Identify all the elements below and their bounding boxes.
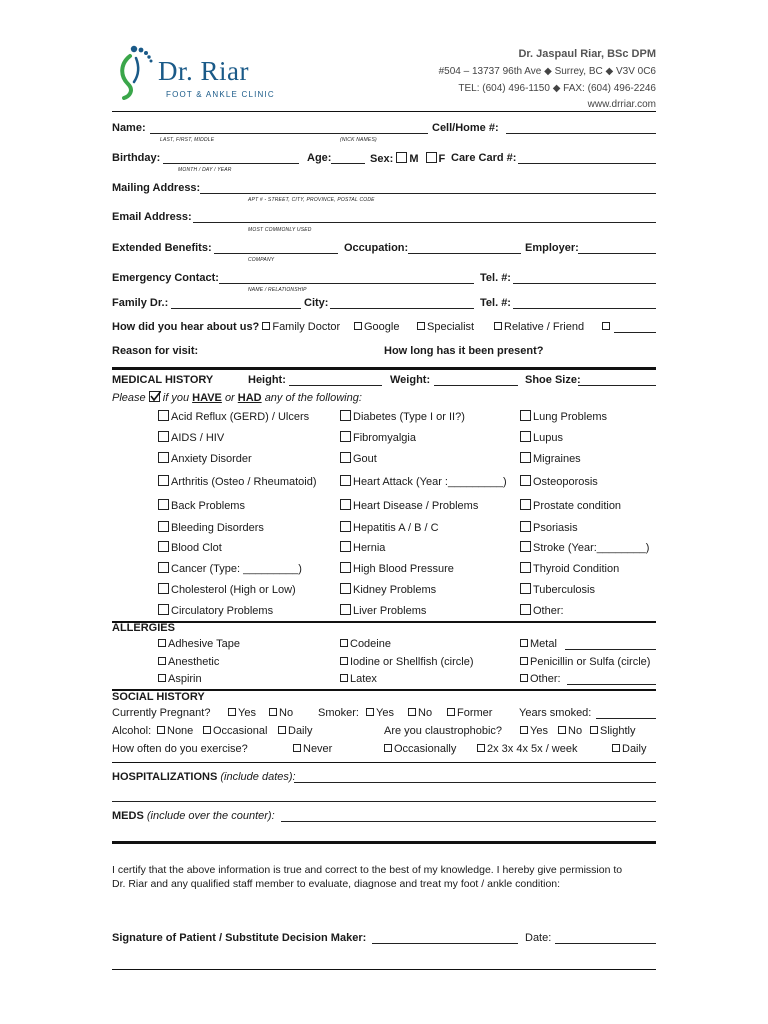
hear-label: How did you hear about us? <box>112 321 260 333</box>
social-history-title: SOCIAL HISTORY <box>112 691 205 703</box>
condition-checkbox[interactable] <box>340 604 351 615</box>
pregnant-yes-checkbox[interactable] <box>228 708 236 716</box>
condition-label: Gout <box>353 453 377 465</box>
allergy-label: Metal <box>530 638 557 650</box>
condition-checkbox[interactable] <box>158 452 169 463</box>
condition-label: Liver Problems <box>353 605 427 617</box>
allergy-label: Other: <box>530 673 561 685</box>
logo-wordmark: Dr. Riar <box>158 56 249 86</box>
condition-label: Bleeding Disorders <box>171 522 264 534</box>
condition-checkbox[interactable] <box>520 583 531 594</box>
condition-item <box>340 475 507 489</box>
hear-relative-label: Relative / Friend <box>504 321 585 333</box>
condition-checkbox[interactable] <box>340 521 351 532</box>
pregnant-yes: Yes <box>228 707 256 720</box>
condition-checkbox[interactable] <box>520 562 531 573</box>
condition-checkbox[interactable] <box>340 410 351 421</box>
hospitalizations-label-row <box>112 771 296 784</box>
condition-label: Other: <box>533 605 564 617</box>
condition-label: Osteoporosis <box>533 476 598 488</box>
condition-item <box>520 521 578 535</box>
exercise-occasionally-checkbox[interactable] <box>384 744 392 752</box>
cell-field[interactable] <box>506 133 656 134</box>
condition-item <box>520 410 607 424</box>
condition-label: Lung Problems <box>533 411 607 423</box>
condition-item <box>520 562 619 576</box>
claustro-yes: Yes <box>520 725 548 738</box>
email-hint: MOST COMMONLY USED <box>248 227 312 233</box>
hospitalizations-divider <box>112 762 656 763</box>
condition-item <box>340 521 439 535</box>
height-label: Height: <box>248 374 286 386</box>
claustro-label: Are you claustrophobic? <box>384 725 503 737</box>
city-label: City: <box>304 297 329 309</box>
hear-other <box>602 321 612 334</box>
sex-m-checkbox[interactable] <box>396 152 407 163</box>
alcohol-none: None <box>157 725 193 738</box>
exercise-never-checkbox[interactable] <box>293 744 301 752</box>
section-divider <box>112 367 656 370</box>
emergency-label: Emergency Contact: <box>112 272 219 284</box>
name-hint: LAST, FIRST, MIDDLE <box>160 137 215 143</box>
alcohol-daily: Daily <box>278 725 312 738</box>
allergy-checkbox[interactable] <box>520 657 528 665</box>
condition-item <box>520 583 595 597</box>
years-smoked-field[interactable] <box>596 718 656 719</box>
nickname-hint: (NICK NAMES) <box>340 137 377 143</box>
condition-label: Fibromyalgia <box>353 432 416 444</box>
condition-checkbox[interactable] <box>340 431 351 442</box>
condition-checkbox[interactable] <box>158 475 169 486</box>
condition-checkbox[interactable] <box>158 562 169 573</box>
exercise-never: Never <box>293 743 332 756</box>
hear-family-doctor-label: Family Doctor <box>272 321 341 333</box>
condition-item <box>520 475 598 489</box>
condition-checkbox[interactable] <box>520 410 531 421</box>
exercise-frequency-checkbox[interactable] <box>477 744 485 752</box>
allergy-checkbox[interactable] <box>340 639 348 647</box>
family-dr-label: Family Dr.: <box>112 297 169 309</box>
condition-label: Anxiety Disorder <box>171 453 252 465</box>
hear-specialist <box>417 321 474 334</box>
allergy-item <box>158 655 219 669</box>
condition-item <box>158 541 222 555</box>
condition-label: Prostate condition <box>533 500 622 512</box>
condition-checkbox[interactable] <box>158 410 169 421</box>
exercise-occasionally: Occasionally <box>384 743 456 756</box>
hear-family-doctor-checkbox[interactable] <box>262 322 270 330</box>
care-card-field[interactable] <box>518 163 656 164</box>
meds-divider <box>112 841 656 844</box>
condition-checkbox[interactable] <box>520 431 531 442</box>
condition-label: Back Problems <box>171 500 245 512</box>
allergy-label: Aspirin <box>168 673 202 685</box>
condition-checkbox[interactable] <box>520 604 531 615</box>
condition-item <box>158 583 296 597</box>
family-dr-field[interactable] <box>171 308 301 309</box>
mailing-label: Mailing Address: <box>112 182 201 194</box>
condition-checkbox[interactable] <box>340 475 351 486</box>
condition-label: AIDS / HIV <box>171 432 225 444</box>
condition-item <box>340 431 416 445</box>
hospitalizations-label: HOSPITALIZATIONS <box>112 771 218 783</box>
allergy-label: Anesthetic <box>168 656 220 668</box>
allergy-checkbox[interactable] <box>520 674 528 682</box>
certify-line-2: Dr. Riar and any qualified staff member to evaluate, diagnose and treat my foot / ankle condition: <box>112 878 561 890</box>
foot-logo-icon <box>116 44 156 100</box>
smoker-yes: Yes <box>366 707 394 720</box>
condition-checkbox[interactable] <box>158 521 169 532</box>
mailing-field[interactable] <box>200 193 656 194</box>
bottom-divider <box>112 969 656 970</box>
allergy-checkbox[interactable] <box>340 657 348 665</box>
claustro-yes-checkbox[interactable] <box>520 726 528 734</box>
smoker-no: No <box>408 707 432 720</box>
clinic-phone: TEL: (604) 496-1150 ◆ FAX: (604) 496-2246 <box>458 83 656 94</box>
condition-checkbox[interactable] <box>158 541 169 552</box>
condition-item <box>340 604 426 618</box>
family-dr-tel-label: Tel. #: <box>480 297 511 309</box>
meds-hint: (include over the counter): <box>146 810 275 822</box>
exercise-daily: Daily <box>612 743 646 756</box>
claustro-slightly-checkbox[interactable] <box>590 726 598 734</box>
condition-item <box>520 499 621 513</box>
condition-label: High Blood Pressure <box>353 563 454 575</box>
hear-other-field[interactable] <box>614 332 656 333</box>
sex-f-label: F <box>438 153 446 165</box>
exercise-label: How often do you exercise? <box>112 743 248 755</box>
allergy-other-field[interactable] <box>567 684 656 685</box>
exercise-frequency: 2x 3x 4x 5x / week <box>477 743 578 756</box>
age-field[interactable] <box>331 163 365 164</box>
condition-checkbox[interactable] <box>340 541 351 552</box>
smoker-label: Smoker: <box>318 707 359 719</box>
weight-label: Weight: <box>390 374 431 386</box>
allergy-checkbox[interactable] <box>158 657 166 665</box>
allergy-item <box>158 637 240 651</box>
condition-label: Heart Attack (Year :_________) <box>353 476 507 488</box>
claustro-no-checkbox[interactable] <box>558 726 566 734</box>
birthday-field[interactable] <box>163 163 299 164</box>
allergy-label: Adhesive Tape <box>168 638 240 650</box>
allergies-title: ALLERGIES <box>112 622 175 634</box>
meds-label-row <box>112 810 275 823</box>
condition-label: Thyroid Condition <box>533 563 620 575</box>
name-field[interactable] <box>150 133 428 134</box>
pregnant-no-checkbox[interactable] <box>269 708 277 716</box>
condition-checkbox[interactable] <box>340 452 351 463</box>
hear-specialist-label: Specialist <box>427 321 475 333</box>
condition-label: Cholesterol (High or Low) <box>171 584 296 596</box>
occupation-field[interactable] <box>408 253 521 254</box>
weight-field[interactable] <box>434 385 518 386</box>
condition-item <box>340 583 436 597</box>
smoker-former: Former <box>447 707 492 720</box>
meds-field[interactable] <box>281 821 656 822</box>
allergy-label: Latex <box>350 673 377 685</box>
claustro-no: No <box>558 725 582 738</box>
please-instructions: Please if you HAVE or HAD any of the following: <box>112 392 362 404</box>
condition-label: Stroke (Year:________) <box>533 542 650 554</box>
condition-item <box>340 541 385 555</box>
smoker-yes-checkbox[interactable] <box>366 708 374 716</box>
emergency-hint: NAME / RELATIONSHIP <box>248 287 307 293</box>
family-dr-tel-field[interactable] <box>513 308 656 309</box>
allergy-checkbox[interactable] <box>520 639 528 647</box>
allergy-item <box>520 655 650 669</box>
name-label: Name: <box>112 122 146 134</box>
smoker-no-checkbox[interactable] <box>408 708 416 716</box>
birthday-label: Birthday: <box>112 152 161 164</box>
allergy-label: Codeine <box>350 638 391 650</box>
alcohol-daily-checkbox[interactable] <box>278 726 286 734</box>
condition-item <box>340 410 465 424</box>
hear-google-label: Google <box>364 321 400 333</box>
date-field[interactable] <box>555 943 656 944</box>
hear-relative-checkbox[interactable] <box>494 322 502 330</box>
employer-field[interactable] <box>578 253 656 254</box>
years-smoked-label: Years smoked: <box>519 707 592 719</box>
shoe-label: Shoe Size: <box>525 374 581 386</box>
metal-field[interactable] <box>565 649 656 650</box>
condition-label: Circulatory Problems <box>171 605 274 617</box>
condition-item <box>158 604 273 618</box>
hear-google-checkbox[interactable] <box>354 322 362 330</box>
allergy-item <box>340 655 474 669</box>
condition-label: Kidney Problems <box>353 584 437 596</box>
doctor-name: Dr. Jaspaul Riar, BSc DPM <box>518 48 656 60</box>
condition-checkbox[interactable] <box>158 583 169 594</box>
condition-label: Tuberculosis <box>533 584 595 596</box>
condition-checkbox[interactable] <box>158 499 169 510</box>
condition-label: Psoriasis <box>533 522 578 534</box>
condition-checkbox[interactable] <box>520 521 531 532</box>
signature-label: Signature of Patient / Substitute Decision Maker: <box>112 932 367 944</box>
condition-item <box>158 562 302 576</box>
hear-relative <box>494 321 584 334</box>
condition-label: Diabetes (Type I or II?) <box>353 411 465 423</box>
condition-label: Lupus <box>533 432 563 444</box>
cell-label: Cell/Home #: <box>432 122 499 134</box>
allergy-checkbox[interactable] <box>340 674 348 682</box>
header-divider <box>112 111 656 112</box>
benefits-label: Extended Benefits: <box>112 242 212 254</box>
alcohol-none-checkbox[interactable] <box>157 726 165 734</box>
occupation-label: Occupation: <box>344 242 409 254</box>
claustro-slightly: Slightly <box>590 725 635 738</box>
allergy-label: Penicillin or Sulfa (circle) <box>530 656 651 668</box>
condition-item <box>520 604 564 618</box>
exercise-daily-checkbox[interactable] <box>612 744 620 752</box>
condition-label: Migraines <box>533 453 581 465</box>
logo-subtitle: FOOT & ANKLE CLINIC <box>166 90 275 99</box>
medical-history-title: MEDICAL HISTORY <box>112 374 214 386</box>
meds-label: MEDS <box>112 810 144 822</box>
date-label: Date: <box>525 932 552 944</box>
emergency-field[interactable] <box>219 283 474 284</box>
hear-about-row <box>112 321 340 334</box>
how-long-label: How long has it been present? <box>384 345 544 357</box>
condition-label: Cancer (Type: _________) <box>171 563 302 575</box>
emergency-tel-label: Tel. #: <box>480 272 511 284</box>
condition-item <box>340 452 377 466</box>
certify-line-1: I certify that the above information is true and correct to the best of my knowledge. I hereby give permission to <box>112 864 623 876</box>
benefits-field[interactable] <box>214 253 338 254</box>
pregnant-no: No <box>269 707 293 720</box>
condition-item <box>158 431 224 445</box>
condition-checkbox[interactable] <box>340 562 351 573</box>
condition-item <box>520 541 649 555</box>
allergy-checkbox[interactable] <box>158 674 166 682</box>
condition-item <box>520 431 563 445</box>
condition-item <box>158 521 264 535</box>
condition-item <box>158 452 252 466</box>
condition-checkbox[interactable] <box>158 431 169 442</box>
condition-label: Blood Clot <box>171 542 222 554</box>
condition-checkbox[interactable] <box>340 499 351 510</box>
alcohol-occasional: Occasional <box>203 725 267 738</box>
shoe-field[interactable] <box>578 385 656 386</box>
condition-checkbox[interactable] <box>520 475 531 486</box>
emergency-tel-field[interactable] <box>513 283 656 284</box>
condition-label: Arthritis (Osteo / Rheumatoid) <box>171 476 317 488</box>
alcohol-label: Alcohol: <box>112 725 152 737</box>
condition-item <box>340 499 478 513</box>
height-field[interactable] <box>289 385 382 386</box>
hospitalizations-field-2[interactable] <box>112 801 656 802</box>
condition-checkbox[interactable] <box>520 452 531 463</box>
condition-label: Hernia <box>353 542 386 554</box>
condition-item <box>520 452 581 466</box>
employer-label: Employer: <box>525 242 579 254</box>
allergy-label: Iodine or Shellfish (circle) <box>350 656 474 668</box>
condition-item <box>158 475 317 489</box>
clinic-website: www.drriar.com <box>587 99 656 110</box>
hear-other-checkbox[interactable] <box>602 322 610 330</box>
allergy-item <box>340 672 377 686</box>
pregnant-label: Currently Pregnant? <box>112 707 211 719</box>
condition-item <box>158 499 245 513</box>
condition-checkbox[interactable] <box>520 499 531 510</box>
sex-label: Sex: M F <box>370 153 446 165</box>
age-label: Age: <box>307 152 332 164</box>
reason-label: Reason for visit: <box>112 345 199 357</box>
benefits-hint: COMPANY <box>248 257 275 263</box>
condition-label: Heart Disease / Problems <box>353 500 479 512</box>
sex-m-label: M <box>409 153 419 165</box>
condition-label: Acid Reflux (GERD) / Ulcers <box>171 411 310 423</box>
allergy-item <box>340 637 391 651</box>
sex-f-checkbox[interactable] <box>426 152 437 163</box>
mailing-hint: APT # - STREET, CITY, PROVINCE, POSTAL CODE <box>248 197 375 203</box>
clinic-address: #504 – 13737 96th Ave ◆ Surrey, BC ◆ V3V 0C6 <box>438 66 656 77</box>
checked-box-icon <box>149 391 160 402</box>
allergy-item <box>520 672 561 686</box>
condition-label: Hepatitis A / B / C <box>353 522 439 534</box>
hear-google <box>354 321 399 334</box>
condition-checkbox[interactable] <box>158 604 169 615</box>
smoker-former-checkbox[interactable] <box>447 708 455 716</box>
hospitalizations-hint: (include dates): <box>220 771 296 783</box>
allergies-divider <box>112 621 656 623</box>
signature-field[interactable] <box>372 943 518 944</box>
condition-checkbox[interactable] <box>520 541 531 552</box>
condition-checkbox[interactable] <box>340 583 351 594</box>
allergy-item <box>158 672 202 686</box>
care-card-label: Care Card #: <box>451 152 517 164</box>
email-field[interactable] <box>193 222 656 223</box>
hear-specialist-checkbox[interactable] <box>417 322 425 330</box>
allergy-item <box>520 637 557 651</box>
email-label: Email Address: <box>112 211 192 223</box>
condition-item <box>340 562 454 576</box>
birthday-hint: MONTH / DAY / YEAR <box>178 167 232 173</box>
alcohol-occasional-checkbox[interactable] <box>203 726 211 734</box>
allergy-checkbox[interactable] <box>158 639 166 647</box>
hospitalizations-field[interactable] <box>294 782 656 783</box>
city-field[interactable] <box>330 308 474 309</box>
condition-item <box>158 410 309 424</box>
